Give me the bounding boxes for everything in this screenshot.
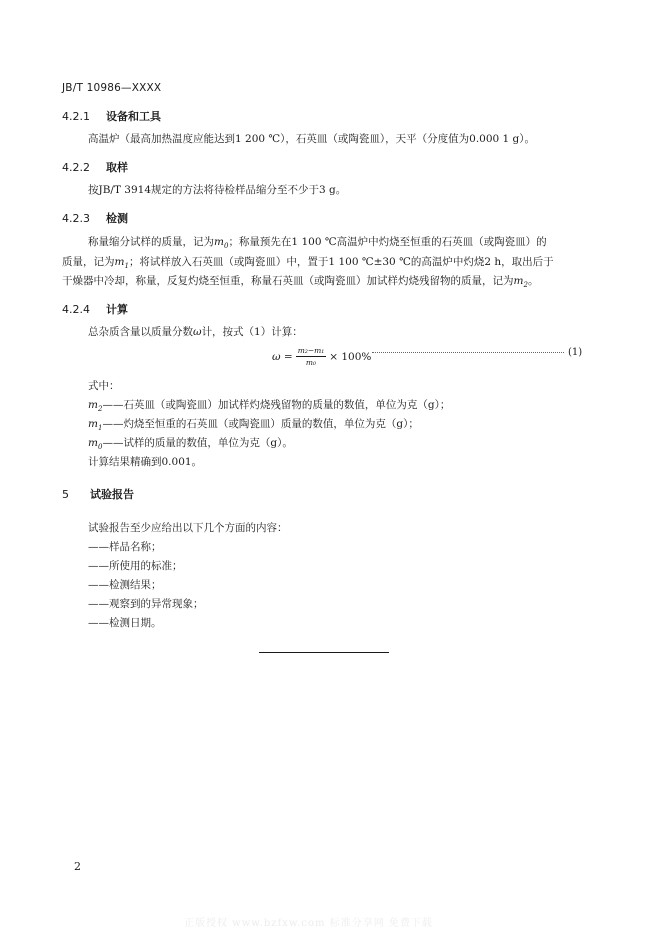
- precision-note: 计算结果精确到0.001。: [88, 456, 203, 468]
- watermark-text: 正版授权 www.bzfxw.com 标准分享网 免费下载: [184, 918, 433, 929]
- symbol-omega: ω: [193, 326, 202, 338]
- equation-number: (1): [568, 347, 583, 358]
- formula-rhs: × 100%: [329, 350, 372, 363]
- fraction-denominator: m₀: [305, 358, 317, 367]
- report-item: ——观察到的异常现象；: [88, 598, 204, 610]
- page-number: 2: [74, 860, 81, 873]
- section-4-2-4-heading: [62, 301, 128, 317]
- section-4-2-3-line-3: [62, 271, 538, 295]
- report-item: ——检测结果；: [88, 579, 162, 591]
- section-4-2-1-heading: [62, 108, 161, 124]
- report-item: ——检测日期。: [88, 617, 162, 629]
- section-number: 4.2.1: [62, 110, 90, 123]
- text-run: 质量，记为: [62, 256, 115, 268]
- symbol-m0: $m_0$: [214, 236, 229, 251]
- text-run: 干燥器中冷却，称量，反复灼烧至恒重，称量石英皿（或陶瓷皿）加试样灼烧残留物的质量，记为: [62, 275, 514, 287]
- section-4-2-1-body: 高温炉（最高加热温度应能达到1 200 ℃），石英皿（或陶瓷皿），天平（分度值为0.000 1 g）。: [88, 133, 536, 145]
- section-title: 试验报告: [90, 488, 134, 501]
- report-item: ——所使用的标准；: [88, 560, 183, 572]
- section-title: 取样: [106, 161, 128, 174]
- report-item: ——样品名称；: [88, 541, 162, 553]
- report-intro: 试验报告至少应给出以下几个方面的内容：: [88, 522, 288, 534]
- formula-leader-dots: [372, 344, 564, 353]
- definition-m0: $m_0——$试样的质量的数值，单位为克（g）。: [88, 437, 293, 452]
- end-rule: [259, 652, 389, 653]
- formula-1: [272, 346, 371, 367]
- definition-m1: $m_1——$灼烧至恒重的石英皿（或陶瓷皿）质量的数值，单位为克（g）；: [88, 418, 419, 433]
- formula-intro: [88, 322, 303, 342]
- fraction-numerator: m₂−m₁: [297, 346, 325, 355]
- symbol-m2: $m_2$: [513, 275, 528, 290]
- text-run: 计，按式（1）计算：: [201, 326, 303, 338]
- section-4-2-2-body: 按JB/T 3914规定的方法将待检样品缩分至不少于3 g。: [88, 184, 347, 196]
- section-number: 4.2.3: [62, 212, 90, 225]
- document-id-header: JB/T 10986—XXXX: [62, 82, 162, 94]
- section-5-heading: [62, 486, 134, 502]
- text-run: ；称量预先在1 100 ℃高温炉中灼烧至恒重的石英皿（或陶瓷皿）的: [228, 236, 547, 248]
- text-run: 。: [527, 275, 539, 287]
- section-number: 4.2.2: [62, 161, 90, 174]
- section-title: 检测: [106, 212, 128, 225]
- text-run: 称量缩分试样的质量，记为: [88, 236, 214, 248]
- formula-fraction: [296, 346, 327, 367]
- text-run: 总杂质含量以质量分数: [88, 326, 193, 338]
- where-label: 式中：: [88, 380, 120, 392]
- formula-lhs: ω =: [272, 350, 293, 363]
- text-run: ；将试样放入石英皿（或陶瓷皿）中，置于1 100 ℃±30 ℃的高温炉中灼烧2 h，取出后于: [128, 256, 554, 268]
- section-4-2-2-heading: [62, 159, 128, 175]
- section-number: 5: [62, 488, 69, 501]
- section-title: 设备和工具: [106, 110, 161, 123]
- section-4-2-3-heading: [62, 210, 128, 226]
- section-number: 4.2.4: [62, 303, 90, 316]
- definition-m2: $m_2——$石英皿（或陶瓷皿）加试样灼烧残留物的质量的数值，单位为克（g）；: [88, 399, 451, 414]
- symbol-m1: $m_1$: [114, 256, 129, 271]
- section-title: 计算: [106, 303, 128, 316]
